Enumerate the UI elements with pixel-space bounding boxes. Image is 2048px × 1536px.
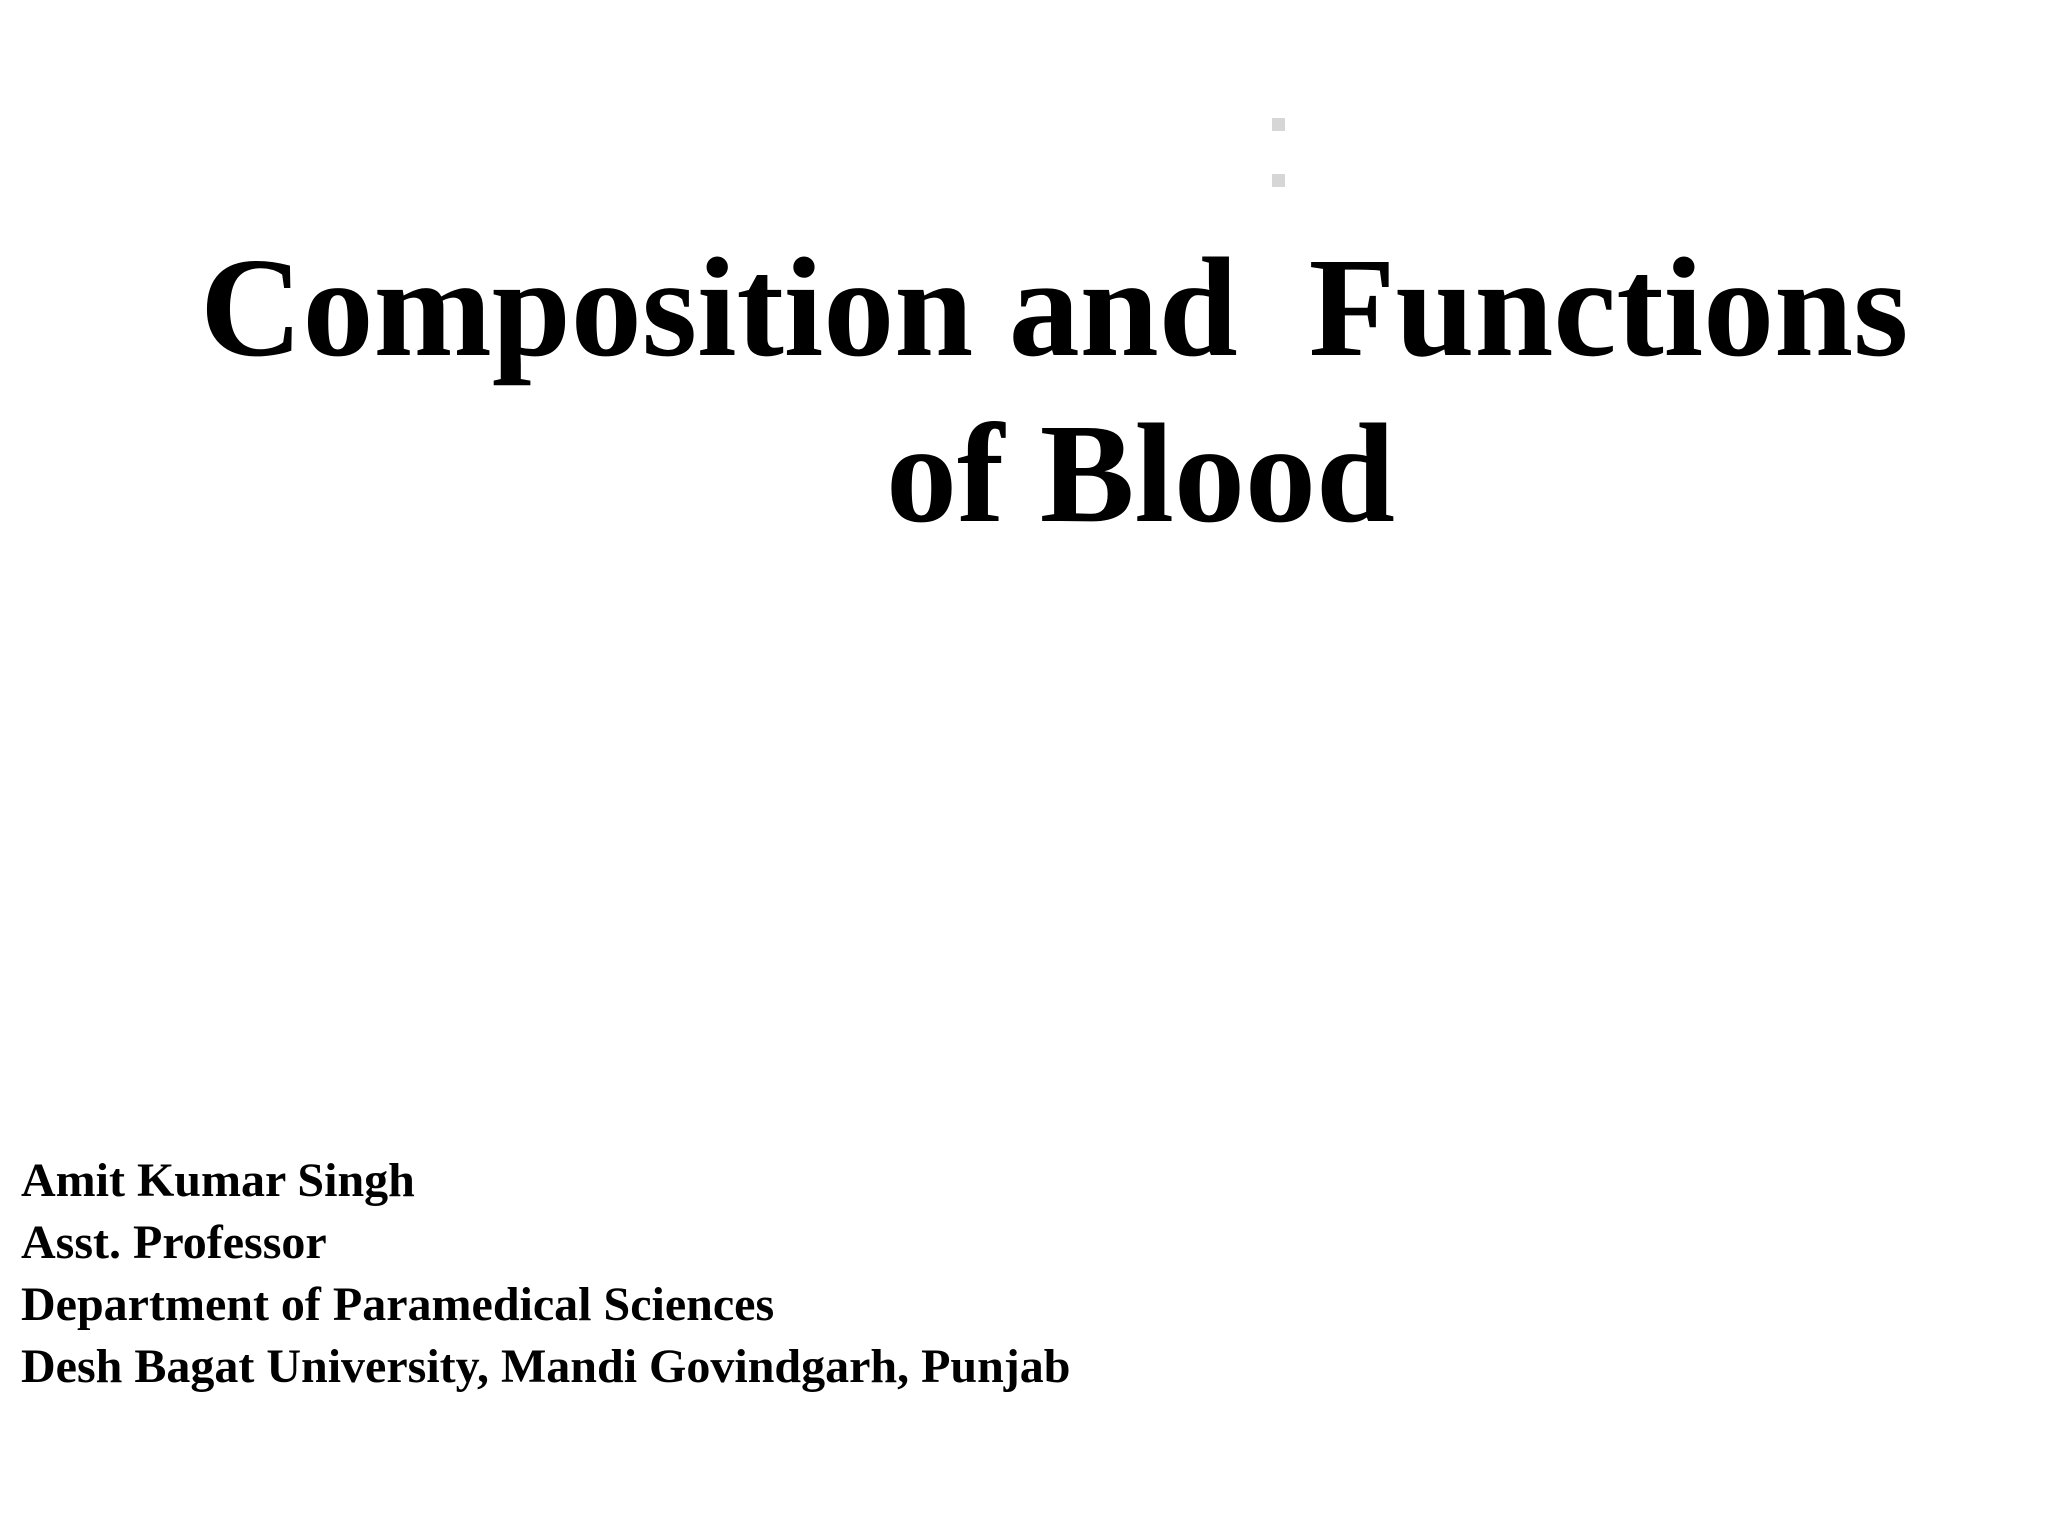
author-name: Amit Kumar Singh bbox=[21, 1154, 415, 1207]
slide-title-line-1: Composition and Functions bbox=[200, 228, 1909, 386]
author-department: Department of Paramedical Sciences bbox=[21, 1278, 775, 1331]
author-designation: Asst. Professor bbox=[21, 1216, 327, 1269]
decorative-dots bbox=[1272, 118, 1286, 188]
author-institution: Desh Bagat University, Mandi Govindgarh, Punjab bbox=[21, 1340, 1071, 1393]
slide-title-line-2: of Blood bbox=[886, 394, 1395, 552]
decorative-dot bbox=[1272, 174, 1285, 187]
author-info bbox=[21, 1150, 1070, 1398]
decorative-dot bbox=[1272, 118, 1285, 131]
